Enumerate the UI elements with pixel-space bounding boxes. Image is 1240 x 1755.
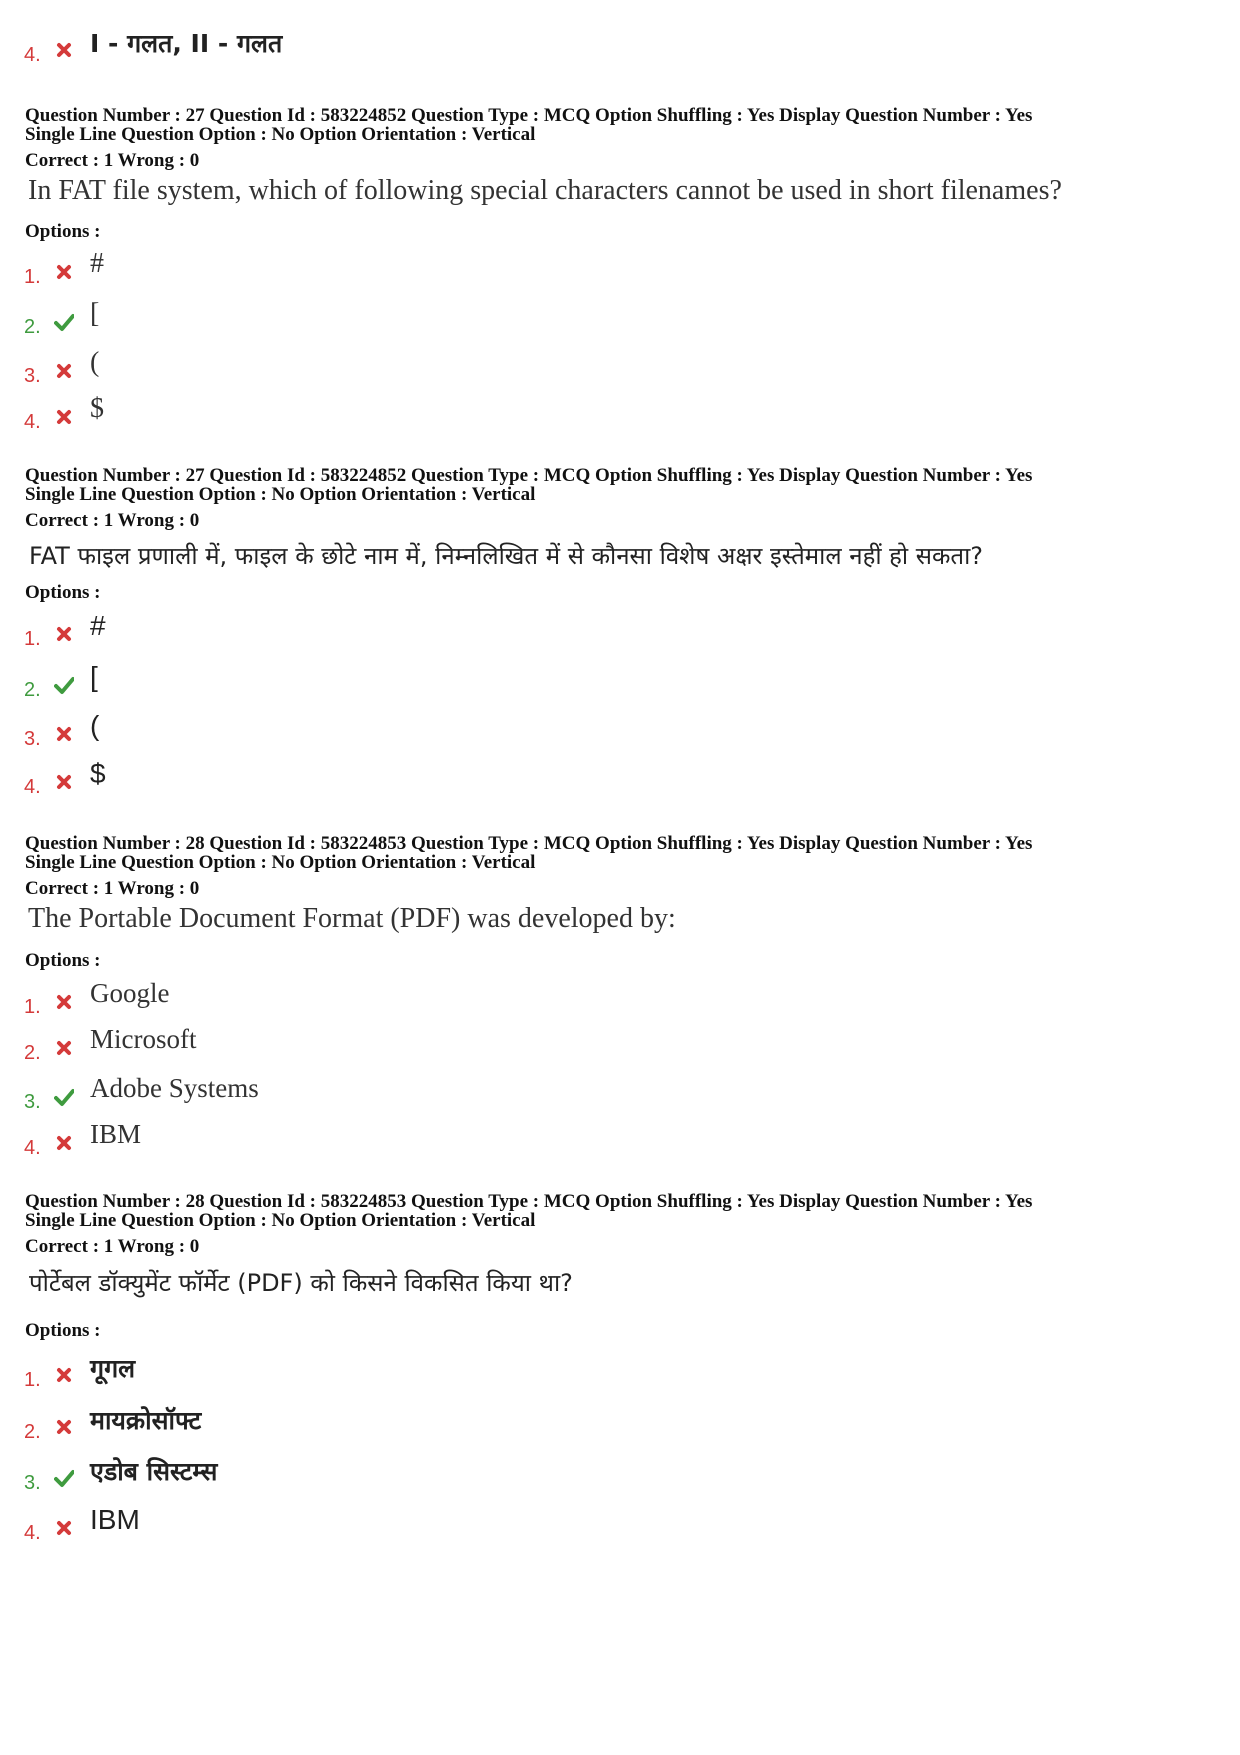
- question-meta-line1: Question Number : 28 Question Id : 583224853 Question Type : MCQ Option Shuffling : Yes Display Question Number : Yes: [25, 833, 1033, 854]
- question-meta-line2: Single Line Question Option : No Option Orientation : Vertical: [25, 852, 536, 873]
- option-2: [24, 661, 624, 709]
- option-number: 3.: [24, 1472, 41, 1494]
- option-text: (: [90, 710, 100, 741]
- option-number: 4.: [24, 1522, 41, 1544]
- option-number: 2.: [24, 1042, 41, 1064]
- option-text: (: [90, 347, 100, 378]
- option-3: [24, 1073, 624, 1121]
- option-2: [24, 1407, 624, 1451]
- check-icon: [54, 675, 74, 695]
- question-meta-line1: Question Number : 28 Question Id : 583224853 Question Type : MCQ Option Shuffling : Yes Display Question Number : Yes: [25, 1191, 1033, 1212]
- option-number: 3.: [24, 365, 41, 387]
- option-text: $: [90, 393, 104, 424]
- question-marks: Correct : 1 Wrong : 0: [25, 1236, 200, 1257]
- option-4: [24, 1119, 624, 1167]
- option-text: Adobe Systems: [90, 1073, 259, 1103]
- option-number: 1.: [24, 266, 41, 288]
- top-option-4: [24, 30, 624, 74]
- cross-icon: [54, 624, 74, 644]
- options-label: Options :: [25, 582, 101, 603]
- option-text: Microsoft: [90, 1024, 197, 1054]
- question-marks: Correct : 1 Wrong : 0: [25, 878, 200, 899]
- option-number: 1.: [24, 628, 41, 650]
- option-1: [24, 610, 624, 658]
- question-meta-line1: Question Number : 27 Question Id : 583224852 Question Type : MCQ Option Shuffling : Yes Display Question Number : Yes: [25, 465, 1033, 486]
- question-text: In FAT file system, which of following special characters cannot be used in short filenames?: [28, 175, 1062, 206]
- check-icon: [54, 1468, 74, 1488]
- option-text: Google: [90, 978, 170, 1008]
- question-meta-line1: Question Number : 27 Question Id : 583224852 Question Type : MCQ Option Shuffling : Yes Display Question Number : Yes: [25, 105, 1033, 126]
- check-icon: [54, 312, 74, 332]
- option-number: 4.: [24, 411, 41, 433]
- option-2: [24, 298, 624, 346]
- option-3: [24, 347, 624, 395]
- option-number: 1.: [24, 996, 41, 1018]
- option-1: [24, 978, 624, 1026]
- cross-icon: [54, 262, 74, 282]
- option-3: [24, 710, 624, 758]
- option-text: #: [90, 610, 106, 641]
- option-number: 2.: [24, 1421, 41, 1443]
- question-meta-line2: Single Line Question Option : No Option Orientation : Vertical: [25, 124, 536, 145]
- options-label: Options :: [25, 221, 101, 242]
- option-2: [24, 1024, 624, 1072]
- option-1: [24, 1355, 624, 1399]
- option-text: I - गलत, II - गलत: [90, 29, 283, 58]
- cross-icon: [54, 1417, 74, 1437]
- question-text: पोर्टेबल डॉक्युमेंट फॉर्मेट (PDF) को किसने विकसित किया था?: [29, 1269, 573, 1297]
- option-text: [: [90, 298, 100, 329]
- cross-icon: [54, 772, 74, 792]
- options-label: Options :: [25, 1320, 101, 1341]
- cross-icon: [54, 1133, 74, 1153]
- question-marks: Correct : 1 Wrong : 0: [25, 510, 200, 531]
- cross-icon: [54, 992, 74, 1012]
- option-number: 4.: [24, 1137, 41, 1159]
- check-icon: [54, 1087, 74, 1107]
- option-text: IBM: [90, 1504, 140, 1535]
- option-text: #: [90, 248, 104, 279]
- option-text: IBM: [90, 1119, 142, 1149]
- option-number: 2.: [24, 316, 41, 338]
- option-text: $: [90, 758, 106, 789]
- cross-icon: [54, 1518, 74, 1538]
- option-number: 4.: [24, 776, 41, 798]
- cross-icon: [54, 1038, 74, 1058]
- question-meta-line2: Single Line Question Option : No Option Orientation : Vertical: [25, 484, 536, 505]
- cross-icon: [54, 1365, 74, 1385]
- option-text: एडोब सिस्टम्स: [90, 1457, 218, 1486]
- option-number: 3.: [24, 1091, 41, 1113]
- cross-icon: [54, 40, 74, 60]
- option-text: मायक्रोसॉफ्ट: [90, 1406, 202, 1435]
- option-1: [24, 248, 624, 296]
- question-meta-line2: Single Line Question Option : No Option Orientation : Vertical: [25, 1210, 536, 1231]
- question-text: The Portable Document Format (PDF) was developed by:: [28, 903, 676, 934]
- cross-icon: [54, 724, 74, 744]
- cross-icon: [54, 361, 74, 381]
- option-4: [24, 758, 624, 806]
- cross-icon: [54, 407, 74, 427]
- option-number: 1.: [24, 1369, 41, 1391]
- question-text: FAT फाइल प्रणाली में, फाइल के छोटे नाम में, निम्नलिखित में से कौनसा विशेष अक्षर इस्तेमाल नहीं हो सकता?: [29, 542, 984, 570]
- option-4: [24, 1504, 624, 1552]
- question-marks: Correct : 1 Wrong : 0: [25, 150, 200, 171]
- option-text: गूगल: [90, 1354, 136, 1383]
- option-text: [: [90, 661, 98, 692]
- option-number: 3.: [24, 728, 41, 750]
- option-3: [24, 1458, 624, 1502]
- option-number: 2.: [24, 679, 41, 701]
- options-label: Options :: [25, 950, 101, 971]
- option-4: [24, 393, 624, 441]
- option-number: 4.: [24, 44, 41, 66]
